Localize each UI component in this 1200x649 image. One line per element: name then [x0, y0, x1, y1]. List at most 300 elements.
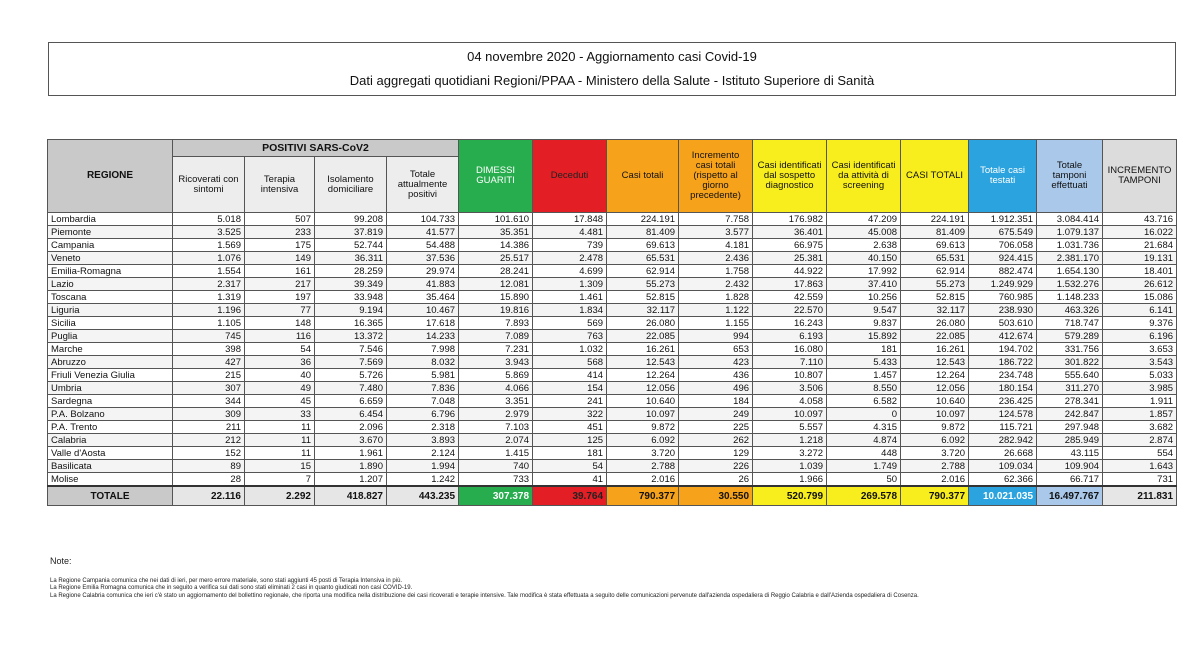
- region-name-cell: Umbria: [48, 382, 173, 395]
- table-cell: 194.702: [969, 343, 1037, 356]
- table-cell: 16.243: [753, 317, 827, 330]
- table-cell: 7.758: [679, 213, 753, 226]
- table-cell: 148: [245, 317, 315, 330]
- table-cell: 4.315: [827, 421, 901, 434]
- table-cell: 29.974: [387, 265, 459, 278]
- table-cell: 3.525: [173, 226, 245, 239]
- table-cell: 1.461: [533, 291, 607, 304]
- table-cell: 6.092: [901, 434, 969, 447]
- table-cell: 10.467: [387, 304, 459, 317]
- table-cell: 4.058: [753, 395, 827, 408]
- table-cell: 212: [173, 434, 245, 447]
- table-cell: 3.985: [1103, 382, 1177, 395]
- table-cell: 262: [679, 434, 753, 447]
- table-cell: 282.942: [969, 434, 1037, 447]
- table-cell: 2.317: [173, 278, 245, 291]
- table-cell: 3.893: [387, 434, 459, 447]
- table-cell: 2.381.170: [1037, 252, 1103, 265]
- table-cell: 675.549: [969, 226, 1037, 239]
- table-cell: 1.148.233: [1037, 291, 1103, 304]
- table-cell: 41.577: [387, 226, 459, 239]
- table-cell: 1.076: [173, 252, 245, 265]
- table-cell: 39.349: [315, 278, 387, 291]
- table-cell: 568: [533, 356, 607, 369]
- table-cell: 17.992: [827, 265, 901, 278]
- table-cell: 1.961: [315, 447, 387, 460]
- region-name-cell: Abruzzo: [48, 356, 173, 369]
- table-cell: 503.610: [969, 317, 1037, 330]
- table-cell: 5.033: [1103, 369, 1177, 382]
- table-cell: 5.726: [315, 369, 387, 382]
- table-cell: 496: [679, 382, 753, 395]
- table-cell: 1.122: [679, 304, 753, 317]
- table-row: [48, 395, 1177, 408]
- table-cell: 739: [533, 239, 607, 252]
- table-cell: 12.056: [607, 382, 679, 395]
- table-cell: 555.640: [1037, 369, 1103, 382]
- totals-cell: 16.497.767: [1037, 486, 1103, 506]
- table-cell: 7.231: [459, 343, 533, 356]
- table-cell: 2.016: [901, 473, 969, 487]
- table-cell: 307: [173, 382, 245, 395]
- totals-row: [48, 486, 1177, 506]
- table-cell: 12.264: [901, 369, 969, 382]
- table-cell: 22.570: [753, 304, 827, 317]
- totals-cell: 443.235: [387, 486, 459, 506]
- table-cell: 5.869: [459, 369, 533, 382]
- table-cell: 733: [459, 473, 533, 487]
- table-row: [48, 291, 1177, 304]
- table-cell: 161: [245, 265, 315, 278]
- table-cell: 184: [679, 395, 753, 408]
- table-cell: 9.837: [827, 317, 901, 330]
- table-cell: 54.488: [387, 239, 459, 252]
- table-cell: 7: [245, 473, 315, 487]
- table-cell: 1.319: [173, 291, 245, 304]
- table-cell: 66.717: [1037, 473, 1103, 487]
- table-cell: 37.410: [827, 278, 901, 291]
- table-cell: 10.640: [607, 395, 679, 408]
- table-cell: 1.758: [679, 265, 753, 278]
- table-cell: 6.193: [753, 330, 827, 343]
- table-cell: 9.547: [827, 304, 901, 317]
- table-row: [48, 408, 1177, 421]
- table-cell: 2.124: [387, 447, 459, 460]
- table-cell: 398: [173, 343, 245, 356]
- table-cell: 28.241: [459, 265, 533, 278]
- table-cell: 65.531: [901, 252, 969, 265]
- table-cell: 3.720: [901, 447, 969, 460]
- table-cell: 2.788: [607, 460, 679, 473]
- table-row: [48, 382, 1177, 395]
- table-cell: 344: [173, 395, 245, 408]
- table-row: [48, 343, 1177, 356]
- region-name-cell: Friuli Venezia Giulia: [48, 369, 173, 382]
- table-cell: 1.155: [679, 317, 753, 330]
- totals-label: TOTALE: [48, 486, 173, 506]
- table-row: [48, 213, 1177, 226]
- region-name-cell: Marche: [48, 343, 173, 356]
- table-cell: 10.640: [901, 395, 969, 408]
- table-cell: 12.543: [901, 356, 969, 369]
- table-cell: 52.744: [315, 239, 387, 252]
- table-cell: 1.249.929: [969, 278, 1037, 291]
- table-cell: 3.084.414: [1037, 213, 1103, 226]
- table-cell: 17.863: [753, 278, 827, 291]
- totals-cell: 418.827: [315, 486, 387, 506]
- table-cell: 52.815: [901, 291, 969, 304]
- table-cell: 15.892: [827, 330, 901, 343]
- table-cell: 36.311: [315, 252, 387, 265]
- table-cell: 12.056: [901, 382, 969, 395]
- table-cell: 2.638: [827, 239, 901, 252]
- totals-cell: 22.116: [173, 486, 245, 506]
- table-cell: 569: [533, 317, 607, 330]
- table-cell: 554: [1103, 447, 1177, 460]
- table-cell: 33: [245, 408, 315, 421]
- table-cell: 25.517: [459, 252, 533, 265]
- table-cell: 2.874: [1103, 434, 1177, 447]
- table-cell: 2.478: [533, 252, 607, 265]
- table-cell: 45.008: [827, 226, 901, 239]
- table-cell: 763: [533, 330, 607, 343]
- table-cell: 233: [245, 226, 315, 239]
- table-cell: 6.092: [607, 434, 679, 447]
- table-cell: 101.610: [459, 213, 533, 226]
- table-cell: 224.191: [901, 213, 969, 226]
- header-positivi-group: POSITIVI SARS-CoV2: [173, 140, 459, 157]
- table-cell: 1.242: [387, 473, 459, 487]
- table-cell: 7.998: [387, 343, 459, 356]
- table-cell: 66.975: [753, 239, 827, 252]
- table-cell: 41: [533, 473, 607, 487]
- table-cell: 242.847: [1037, 408, 1103, 421]
- table-cell: 6.141: [1103, 304, 1177, 317]
- header-ricoverati: Ricoverati con sintomi: [173, 157, 245, 213]
- region-name-cell: Basilicata: [48, 460, 173, 473]
- table-cell: 180.154: [969, 382, 1037, 395]
- table-cell: 6.659: [315, 395, 387, 408]
- table-cell: 45: [245, 395, 315, 408]
- table-cell: 1.911: [1103, 395, 1177, 408]
- table-body: [48, 213, 1177, 506]
- table-cell: 17.618: [387, 317, 459, 330]
- table-cell: 11: [245, 421, 315, 434]
- region-name-cell: Veneto: [48, 252, 173, 265]
- table-cell: 52.815: [607, 291, 679, 304]
- table-cell: 331.756: [1037, 343, 1103, 356]
- header-tamponi: Totale tamponi effettuati: [1037, 140, 1103, 213]
- table-cell: 125: [533, 434, 607, 447]
- table-cell: 1.643: [1103, 460, 1177, 473]
- header-isolamento: Isolamento domiciliare: [315, 157, 387, 213]
- table-cell: 7.546: [315, 343, 387, 356]
- table-cell: 32.117: [607, 304, 679, 317]
- table-cell: 6.454: [315, 408, 387, 421]
- table-cell: 44.922: [753, 265, 827, 278]
- table-cell: 7.569: [315, 356, 387, 369]
- region-name-cell: Piemonte: [48, 226, 173, 239]
- table-cell: 1.654.130: [1037, 265, 1103, 278]
- header-incremento-tamponi: INCREMENTO TAMPONI: [1103, 140, 1177, 213]
- table-cell: 99.208: [315, 213, 387, 226]
- table-cell: 7.110: [753, 356, 827, 369]
- table-cell: 22.085: [607, 330, 679, 343]
- table-cell: 3.653: [1103, 343, 1177, 356]
- report-title: 04 novembre 2020 - Aggiornamento casi Covid-19: [467, 49, 757, 64]
- table-cell: 1.749: [827, 460, 901, 473]
- table-cell: 69.613: [901, 239, 969, 252]
- region-name-cell: Emilia-Romagna: [48, 265, 173, 278]
- table-cell: 35.464: [387, 291, 459, 304]
- table-cell: 706.058: [969, 239, 1037, 252]
- report-title-box: [48, 42, 1176, 96]
- table-cell: 152: [173, 447, 245, 460]
- table-cell: 13.372: [315, 330, 387, 343]
- table-cell: 9.194: [315, 304, 387, 317]
- table-cell: 37.819: [315, 226, 387, 239]
- table-cell: 6.796: [387, 408, 459, 421]
- table-cell: 129: [679, 447, 753, 460]
- header-incremento-casi: Incremento casi totali (rispetto al giorno precedente): [679, 140, 753, 213]
- table-cell: 924.415: [969, 252, 1037, 265]
- table-cell: 18.401: [1103, 265, 1177, 278]
- region-name-cell: Molise: [48, 473, 173, 487]
- table-cell: 1.207: [315, 473, 387, 487]
- table-cell: 1.079.137: [1037, 226, 1103, 239]
- totals-cell: 30.550: [679, 486, 753, 506]
- table-cell: 4.481: [533, 226, 607, 239]
- table-cell: 43.716: [1103, 213, 1177, 226]
- table-cell: 4.181: [679, 239, 753, 252]
- table-cell: 0: [827, 408, 901, 421]
- table-cell: 181: [827, 343, 901, 356]
- table-cell: 12.264: [607, 369, 679, 382]
- table-cell: 15.890: [459, 291, 533, 304]
- table-cell: 1.105: [173, 317, 245, 330]
- table-cell: 26.612: [1103, 278, 1177, 291]
- table-row: [48, 304, 1177, 317]
- table-row: [48, 239, 1177, 252]
- header-dimessi: DIMESSI GUARITI: [459, 140, 533, 213]
- table-cell: 181: [533, 447, 607, 460]
- table-row: [48, 278, 1177, 291]
- header-sospetto-diagnostico: Casi identificati dal sospetto diagnostico: [753, 140, 827, 213]
- table-cell: 186.722: [969, 356, 1037, 369]
- table-cell: 11: [245, 434, 315, 447]
- table-cell: 414: [533, 369, 607, 382]
- table-cell: 9.872: [607, 421, 679, 434]
- table-cell: 1.966: [753, 473, 827, 487]
- notes-title: Note:: [50, 556, 72, 566]
- table-cell: 463.326: [1037, 304, 1103, 317]
- report-subtitle: Dati aggregati quotidiani Regioni/PPAA - Ministero della Salute - Istituto Superiore di Sanità: [349, 73, 875, 88]
- table-cell: 1.196: [173, 304, 245, 317]
- table-cell: 9.872: [901, 421, 969, 434]
- table-cell: 3.670: [315, 434, 387, 447]
- table-cell: 109.904: [1037, 460, 1103, 473]
- totals-cell: 790.377: [607, 486, 679, 506]
- table-cell: 16.080: [753, 343, 827, 356]
- table-cell: 4.874: [827, 434, 901, 447]
- table-cell: 3.543: [1103, 356, 1177, 369]
- table-cell: 28.259: [315, 265, 387, 278]
- table-cell: 2.788: [901, 460, 969, 473]
- totals-cell: 520.799: [753, 486, 827, 506]
- table-cell: 62.366: [969, 473, 1037, 487]
- table-row: [48, 356, 1177, 369]
- table-cell: 50: [827, 473, 901, 487]
- table-row: [48, 473, 1177, 487]
- table-cell: 1.532.276: [1037, 278, 1103, 291]
- table-cell: 22.085: [901, 330, 969, 343]
- table-cell: 5.981: [387, 369, 459, 382]
- table-cell: 1.828: [679, 291, 753, 304]
- table-cell: 249: [679, 408, 753, 421]
- table-cell: 7.103: [459, 421, 533, 434]
- table-cell: 412.674: [969, 330, 1037, 343]
- table-cell: 7.089: [459, 330, 533, 343]
- region-name-cell: Sardegna: [48, 395, 173, 408]
- table-cell: 745: [173, 330, 245, 343]
- table-cell: 8.032: [387, 356, 459, 369]
- table-cell: 19.816: [459, 304, 533, 317]
- table-cell: 278.341: [1037, 395, 1103, 408]
- table-cell: 4.699: [533, 265, 607, 278]
- region-name-cell: Lombardia: [48, 213, 173, 226]
- table-cell: 740: [459, 460, 533, 473]
- table-cell: 760.985: [969, 291, 1037, 304]
- table-cell: 1.039: [753, 460, 827, 473]
- table-cell: 32.117: [901, 304, 969, 317]
- table-cell: 62.914: [901, 265, 969, 278]
- table-cell: 69.613: [607, 239, 679, 252]
- table-cell: 6.196: [1103, 330, 1177, 343]
- table-cell: 731: [1103, 473, 1177, 487]
- totals-cell: 39.764: [533, 486, 607, 506]
- table-cell: 154: [533, 382, 607, 395]
- totals-cell: 10.021.035: [969, 486, 1037, 506]
- table-cell: 26.668: [969, 447, 1037, 460]
- table-cell: 3.577: [679, 226, 753, 239]
- notes-section: [50, 558, 1180, 600]
- table-cell: 2.979: [459, 408, 533, 421]
- table-cell: 1.031.736: [1037, 239, 1103, 252]
- table-cell: 54: [245, 343, 315, 356]
- table-cell: 236.425: [969, 395, 1037, 408]
- table-cell: 115.721: [969, 421, 1037, 434]
- table-cell: 2.074: [459, 434, 533, 447]
- table-cell: 40.150: [827, 252, 901, 265]
- table-row: [48, 421, 1177, 434]
- table-cell: 1.457: [827, 369, 901, 382]
- table-cell: 16.261: [607, 343, 679, 356]
- table-row: [48, 434, 1177, 447]
- region-name-cell: Sicilia: [48, 317, 173, 330]
- totals-cell: 307.378: [459, 486, 533, 506]
- table-cell: 10.256: [827, 291, 901, 304]
- table-cell: 297.948: [1037, 421, 1103, 434]
- note-line: La Regione Campania comunica che nei dati di ieri, per mero errore materiale, sono stati aggiunti 45 posti di Terapia Intensiva in più.: [50, 577, 403, 584]
- region-name-cell: Calabria: [48, 434, 173, 447]
- table-cell: 436: [679, 369, 753, 382]
- covid-data-table: [47, 139, 1177, 506]
- table-cell: 37.536: [387, 252, 459, 265]
- table-cell: 62.914: [607, 265, 679, 278]
- header-totale-positivi: Totale attualmente positivi: [387, 157, 459, 213]
- table-cell: 12.081: [459, 278, 533, 291]
- table-row: [48, 252, 1177, 265]
- table-cell: 1.554: [173, 265, 245, 278]
- table-row: [48, 460, 1177, 473]
- table-cell: 2.096: [315, 421, 387, 434]
- table-cell: 211: [173, 421, 245, 434]
- table-cell: 55.273: [901, 278, 969, 291]
- table-cell: 1.857: [1103, 408, 1177, 421]
- table-cell: 14.233: [387, 330, 459, 343]
- table-cell: 226: [679, 460, 753, 473]
- table-cell: 5.557: [753, 421, 827, 434]
- table-cell: 4.066: [459, 382, 533, 395]
- header-terapia-intensiva: Terapia intensiva: [245, 157, 315, 213]
- table-cell: 1.994: [387, 460, 459, 473]
- table-cell: 653: [679, 343, 753, 356]
- table-cell: 10.097: [607, 408, 679, 421]
- table-cell: 234.748: [969, 369, 1037, 382]
- table-cell: 301.822: [1037, 356, 1103, 369]
- table-cell: 3.943: [459, 356, 533, 369]
- table-cell: 7.480: [315, 382, 387, 395]
- table-row: [48, 317, 1177, 330]
- table-cell: 33.948: [315, 291, 387, 304]
- table-cell: 451: [533, 421, 607, 434]
- table-cell: 8.550: [827, 382, 901, 395]
- table-cell: 1.569: [173, 239, 245, 252]
- table-cell: 19.131: [1103, 252, 1177, 265]
- table-cell: 427: [173, 356, 245, 369]
- table-cell: 12.543: [607, 356, 679, 369]
- table-cell: 3.720: [607, 447, 679, 460]
- table-cell: 65.531: [607, 252, 679, 265]
- table-cell: 36: [245, 356, 315, 369]
- table-cell: 1.912.351: [969, 213, 1037, 226]
- table-cell: 41.883: [387, 278, 459, 291]
- table-cell: 322: [533, 408, 607, 421]
- region-name-cell: Campania: [48, 239, 173, 252]
- table-row: [48, 226, 1177, 239]
- table-cell: 81.409: [901, 226, 969, 239]
- table-cell: 25.381: [753, 252, 827, 265]
- table-cell: 16.261: [901, 343, 969, 356]
- table-row: [48, 265, 1177, 278]
- table-cell: 16.365: [315, 317, 387, 330]
- table-cell: 175: [245, 239, 315, 252]
- table-cell: 1.218: [753, 434, 827, 447]
- header-casi-testati: Totale casi testati: [969, 140, 1037, 213]
- table-cell: 1.834: [533, 304, 607, 317]
- region-name-cell: P.A. Trento: [48, 421, 173, 434]
- table-cell: 55.273: [607, 278, 679, 291]
- table-cell: 215: [173, 369, 245, 382]
- table-cell: 1.032: [533, 343, 607, 356]
- table-cell: 225: [679, 421, 753, 434]
- table-cell: 124.578: [969, 408, 1037, 421]
- header-casi-totali-caps: CASI TOTALI: [901, 140, 969, 213]
- table-cell: 309: [173, 408, 245, 421]
- table-cell: 10.097: [901, 408, 969, 421]
- totals-cell: 269.578: [827, 486, 901, 506]
- table-cell: 5.018: [173, 213, 245, 226]
